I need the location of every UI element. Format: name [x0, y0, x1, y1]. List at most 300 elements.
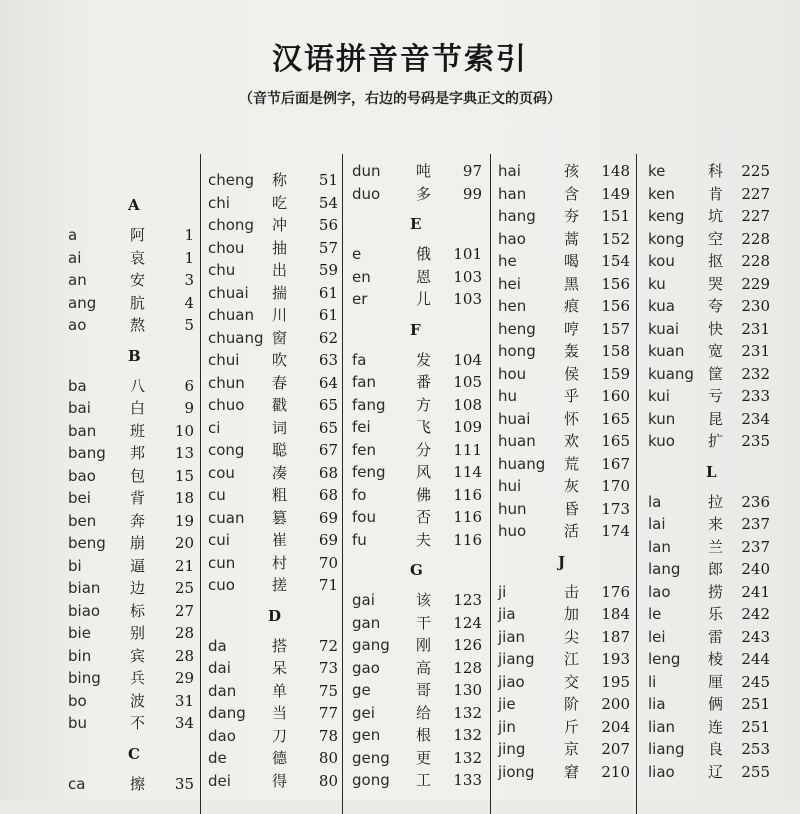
pinyin-syllable: jin — [498, 717, 516, 736]
index-entry — [648, 295, 770, 317]
pinyin-syllable: jing — [498, 740, 526, 758]
example-character: 干 — [416, 613, 432, 632]
pinyin-syllable: lei — [648, 627, 666, 646]
pinyin-syllable: huai — [498, 409, 531, 428]
pinyin-syllable: bi — [68, 556, 82, 575]
index-entry — [648, 340, 770, 362]
index-entry — [352, 529, 490, 551]
index-entry — [352, 634, 490, 656]
page-number: 158 — [601, 342, 630, 360]
index-entry — [648, 738, 770, 760]
pinyin-syllable: chuang — [208, 328, 264, 347]
pinyin-syllable: ge — [352, 681, 371, 699]
page-number: 165 — [601, 432, 630, 450]
index-entry — [648, 205, 770, 227]
pinyin-syllable: chong — [208, 216, 254, 234]
page-number: 245 — [741, 672, 770, 691]
pinyin-syllable: duo — [352, 184, 381, 203]
example-character: 逼 — [130, 556, 146, 575]
index-entry — [498, 603, 636, 625]
example-character: 出 — [272, 261, 288, 279]
pinyin-syllable: leng — [648, 650, 681, 668]
page-number: 227 — [741, 207, 770, 225]
pinyin-syllable: kui — [648, 387, 670, 405]
index-entry — [498, 385, 636, 407]
pinyin-syllable: le — [648, 605, 662, 623]
index-entry — [648, 626, 770, 648]
page-number: 204 — [601, 717, 630, 736]
index-entry — [498, 228, 636, 250]
pinyin-syllable: heng — [498, 319, 536, 338]
index-entry — [498, 340, 636, 362]
index-entry — [498, 273, 636, 295]
index-entry — [208, 327, 342, 349]
pinyin-syllable: chun — [208, 373, 245, 392]
pinyin-syllable: lian — [648, 717, 676, 736]
index-entry — [208, 747, 342, 769]
example-character: 白 — [130, 399, 146, 417]
page-number: 34 — [174, 714, 194, 732]
example-character: 粗 — [272, 486, 288, 504]
index-entry — [648, 603, 770, 625]
pinyin-syllable: hui — [498, 477, 522, 495]
pinyin-syllable: huan — [498, 432, 536, 450]
index-entry — [648, 671, 770, 693]
page-number: 243 — [741, 627, 770, 646]
index-entry — [208, 574, 342, 596]
section-letter: C — [128, 744, 140, 763]
page-number: 103 — [453, 267, 482, 286]
pinyin-syllable: dai — [208, 659, 231, 677]
pinyin-syllable: gai — [352, 591, 375, 609]
index-entry — [352, 769, 490, 791]
example-character: 春 — [272, 373, 288, 392]
example-character: 飞 — [416, 418, 432, 436]
example-character: 搓 — [272, 576, 288, 594]
pinyin-syllable: dang — [208, 704, 246, 722]
example-character: 俩 — [708, 695, 724, 713]
example-character: 揣 — [272, 283, 288, 302]
page-number: 176 — [601, 582, 630, 601]
page-number: 19 — [174, 511, 194, 530]
example-character: 恩 — [416, 267, 432, 286]
example-character: 亏 — [708, 387, 724, 405]
page-number: 133 — [453, 771, 482, 789]
index-entry — [68, 555, 200, 577]
pinyin-syllable: he — [498, 252, 517, 270]
page-number: 251 — [741, 695, 770, 713]
index-entry — [498, 408, 636, 430]
pinyin-syllable: dun — [352, 162, 381, 180]
pinyin-syllable: jian — [498, 627, 526, 646]
example-character: 雷 — [708, 627, 724, 646]
index-entry — [208, 282, 342, 304]
example-character: 活 — [564, 522, 580, 540]
index-entry — [68, 773, 200, 795]
page-number: 35 — [174, 774, 194, 793]
index-entry — [68, 420, 200, 442]
index-entry — [208, 725, 342, 747]
example-character: 抠 — [708, 252, 724, 270]
page-number: 232 — [741, 364, 770, 383]
example-character: 拉 — [708, 492, 724, 511]
pinyin-syllable: bian — [68, 579, 101, 597]
example-character: 村 — [272, 553, 288, 572]
example-character: 当 — [272, 704, 288, 722]
index-entry — [648, 581, 770, 603]
example-character: 刀 — [272, 726, 288, 745]
page-number: 251 — [741, 717, 770, 736]
pinyin-syllable: gei — [352, 703, 375, 722]
index-entry — [68, 622, 200, 644]
page-number: 210 — [601, 762, 630, 781]
pinyin-syllable: jia — [498, 605, 516, 623]
example-character: 凑 — [272, 463, 288, 482]
page-number: 165 — [601, 409, 630, 428]
pinyin-syllable: dei — [208, 771, 231, 790]
section-letter: A — [128, 196, 140, 214]
page-number: 229 — [741, 274, 770, 293]
index-column — [208, 154, 343, 814]
example-character: 肯 — [708, 184, 724, 203]
example-character: 欢 — [564, 432, 580, 450]
pinyin-syllable: fou — [352, 508, 376, 526]
page-number: 116 — [453, 508, 482, 526]
example-character: 戳 — [272, 396, 288, 414]
pinyin-syllable: ao — [68, 316, 87, 334]
example-character: 风 — [416, 463, 432, 481]
example-character: 佛 — [416, 485, 432, 504]
index-entry — [68, 600, 200, 622]
pinyin-syllable: cu — [208, 486, 226, 504]
pinyin-syllable: da — [208, 636, 227, 655]
example-character: 儿 — [416, 290, 432, 308]
pinyin-syllable: hai — [498, 162, 521, 180]
example-character: 轰 — [564, 342, 580, 360]
pinyin-syllable: cun — [208, 553, 236, 572]
index-entry — [68, 532, 200, 554]
example-character: 郎 — [708, 560, 724, 578]
page-number: 255 — [741, 762, 770, 781]
example-character: 词 — [272, 418, 288, 437]
index-entry — [208, 349, 342, 371]
page-number: 25 — [174, 579, 194, 597]
example-character: 窗 — [272, 328, 288, 347]
index-entry — [208, 770, 342, 792]
page-number: 69 — [318, 508, 338, 527]
index-entry — [208, 529, 342, 551]
page-number: 173 — [601, 499, 630, 518]
index-entry — [208, 657, 342, 679]
index-entry — [648, 183, 770, 205]
pinyin-syllable: han — [498, 184, 527, 203]
pinyin-syllable: chuai — [208, 283, 249, 302]
page-number: 5 — [184, 316, 194, 334]
pinyin-syllable: lai — [648, 515, 666, 533]
pinyin-syllable: chi — [208, 193, 230, 212]
pinyin-syllable: e — [352, 245, 362, 263]
pinyin-syllable: er — [352, 290, 368, 308]
example-character: 吹 — [272, 351, 288, 369]
page-number: 231 — [741, 342, 770, 360]
index-entry — [68, 667, 200, 689]
index-entry — [208, 484, 342, 506]
section-letter: E — [410, 215, 422, 233]
page-number: 132 — [453, 726, 482, 744]
page-number: 1 — [184, 248, 194, 267]
pinyin-syllable: kuang — [648, 364, 694, 383]
page-number: 225 — [741, 162, 770, 180]
pinyin-syllable: huo — [498, 522, 527, 540]
page-number: 157 — [601, 319, 630, 338]
pinyin-syllable: jiao — [498, 672, 525, 691]
pinyin-syllable: hen — [498, 297, 527, 315]
index-entry — [352, 702, 490, 724]
page-number: 170 — [601, 477, 630, 495]
index-entry — [498, 160, 636, 182]
page-number: 242 — [741, 605, 770, 623]
example-character: 斤 — [564, 717, 580, 736]
example-character: 黑 — [564, 274, 580, 293]
pinyin-syllable: bu — [68, 714, 88, 732]
index-entry — [498, 520, 636, 542]
index-entry — [498, 738, 636, 760]
index-entry — [68, 510, 200, 532]
pinyin-syllable: liao — [648, 762, 675, 781]
index-entry — [208, 507, 342, 529]
pinyin-syllable: biao — [68, 601, 101, 620]
page-number: 101 — [453, 245, 482, 263]
page-number: 116 — [453, 530, 482, 549]
pinyin-syllable: lao — [648, 582, 671, 601]
page-number: 18 — [174, 489, 194, 507]
example-character: 哭 — [708, 274, 724, 293]
index-entry — [208, 417, 342, 439]
pinyin-syllable: kuo — [648, 432, 675, 450]
example-character: 乎 — [564, 387, 580, 405]
page-number: 61 — [318, 283, 338, 302]
index-entry — [68, 442, 200, 464]
example-character: 发 — [416, 350, 432, 369]
pinyin-syllable: bai — [68, 399, 91, 417]
index-entry — [352, 612, 490, 634]
example-character: 吨 — [416, 162, 432, 180]
pinyin-syllable: kou — [648, 252, 675, 270]
pinyin-syllable: hong — [498, 342, 536, 360]
page-number: 233 — [741, 387, 770, 405]
index-entry — [68, 712, 200, 734]
example-character: 给 — [416, 703, 432, 722]
example-character: 波 — [130, 691, 146, 710]
page-number: 228 — [741, 252, 770, 270]
page-number: 59 — [318, 261, 338, 279]
pinyin-syllable: keng — [648, 207, 685, 225]
pinyin-syllable: huang — [498, 454, 546, 473]
pinyin-syllable: ban — [68, 421, 97, 440]
pinyin-syllable: fo — [352, 485, 367, 504]
example-character: 京 — [564, 740, 580, 758]
page-number: 71 — [318, 576, 338, 594]
index-entry — [498, 716, 636, 738]
pinyin-syllable: cong — [208, 441, 245, 459]
pinyin-syllable: ke — [648, 162, 666, 180]
example-character: 单 — [272, 681, 288, 700]
page-number: 227 — [741, 184, 770, 203]
example-character: 称 — [272, 171, 288, 189]
index-entry — [68, 247, 200, 269]
page-number: 1 — [184, 226, 194, 244]
index-entry — [498, 183, 636, 205]
example-character: 捞 — [708, 582, 724, 601]
example-character: 篡 — [272, 508, 288, 527]
example-character: 工 — [416, 771, 432, 789]
example-character: 灰 — [564, 477, 580, 495]
page-number: 152 — [601, 229, 630, 248]
index-entry — [208, 635, 342, 657]
page-number: 21 — [174, 556, 194, 575]
example-character: 德 — [272, 749, 288, 767]
index-entry — [352, 266, 490, 288]
pinyin-syllable: jiong — [498, 762, 535, 781]
pinyin-syllable: ji — [498, 582, 507, 601]
example-character: 击 — [564, 582, 580, 601]
example-character: 交 — [564, 672, 580, 691]
index-entry — [648, 273, 770, 295]
index-entry — [352, 657, 490, 679]
example-character: 别 — [130, 624, 146, 642]
index-entry — [208, 237, 342, 259]
index-entry — [648, 430, 770, 452]
page-number: 253 — [741, 740, 770, 758]
page-number: 167 — [601, 454, 630, 473]
index-entry — [498, 475, 636, 497]
example-character: 崔 — [272, 531, 288, 549]
index-entry — [208, 192, 342, 214]
example-character: 乐 — [708, 605, 724, 623]
page-number: 149 — [601, 184, 630, 203]
example-character: 奔 — [130, 511, 146, 530]
page-number: 156 — [601, 274, 630, 293]
page-number: 237 — [741, 537, 770, 556]
page-number: 128 — [453, 658, 482, 677]
index-column — [68, 154, 201, 814]
example-character: 荒 — [564, 454, 580, 473]
page-number: 236 — [741, 492, 770, 511]
example-character: 夫 — [416, 530, 432, 549]
pinyin-syllable: cou — [208, 463, 235, 482]
example-character: 哀 — [130, 248, 146, 267]
index-entry — [68, 690, 200, 712]
page-number: 65 — [318, 418, 338, 437]
page-number: 67 — [318, 441, 338, 459]
index-entry — [208, 169, 342, 191]
page-number: 29 — [174, 669, 194, 687]
pinyin-syllable: lang — [648, 560, 681, 578]
pinyin-syllable: chuan — [208, 306, 254, 324]
page-number: 187 — [601, 627, 630, 646]
page-number: 69 — [318, 531, 338, 549]
pinyin-syllable: fu — [352, 530, 367, 549]
index-entry — [208, 372, 342, 394]
index-entry — [208, 462, 342, 484]
index-entry — [648, 513, 770, 535]
example-character: 标 — [130, 601, 146, 620]
example-character: 尖 — [564, 627, 580, 646]
pinyin-syllable: cui — [208, 531, 230, 549]
page-number: 77 — [318, 704, 338, 722]
example-character: 呆 — [272, 659, 288, 677]
example-character: 崩 — [130, 534, 146, 552]
page-number: 99 — [462, 184, 482, 203]
index-entry — [648, 716, 770, 738]
page-number: 31 — [174, 691, 194, 710]
pinyin-syllable: fen — [352, 440, 377, 459]
index-entry — [648, 318, 770, 340]
example-character: 夯 — [564, 207, 580, 225]
page-number: 70 — [318, 553, 338, 572]
index-entry — [352, 160, 490, 182]
page-number: 116 — [453, 485, 482, 504]
example-character: 邦 — [130, 444, 146, 462]
index-entry — [352, 724, 490, 746]
pinyin-syllable: gan — [352, 613, 381, 632]
pinyin-syllable: geng — [352, 748, 390, 767]
pinyin-syllable: ben — [68, 511, 97, 530]
index-entry — [352, 243, 490, 265]
page-number: 6 — [184, 376, 194, 395]
page-number: 63 — [318, 351, 338, 369]
index-entry — [648, 491, 770, 513]
page-number: 132 — [453, 703, 482, 722]
page-number: 148 — [601, 162, 630, 180]
section-letter: G — [410, 561, 423, 579]
pinyin-syllable: cuan — [208, 508, 245, 527]
page-number: 108 — [453, 395, 482, 414]
example-character: 坑 — [708, 207, 724, 225]
pinyin-syllable: hang — [498, 207, 536, 225]
pinyin-syllable: hei — [498, 274, 521, 293]
index-entry — [648, 558, 770, 580]
pinyin-syllable: fa — [352, 350, 367, 369]
pinyin-syllable: dan — [208, 681, 237, 700]
page-number: 109 — [453, 418, 482, 436]
index-entry — [648, 385, 770, 407]
example-character: 连 — [708, 717, 724, 736]
index-entry — [352, 349, 490, 371]
page-number: 3 — [184, 271, 194, 289]
index-entry — [498, 671, 636, 693]
page-number: 56 — [318, 216, 338, 234]
index-entry — [498, 295, 636, 317]
pinyin-syllable: ba — [68, 376, 87, 395]
example-character: 更 — [416, 748, 432, 767]
pinyin-syllable: fang — [352, 395, 386, 414]
pinyin-syllable: chou — [208, 238, 245, 257]
index-entry — [352, 416, 490, 438]
example-character: 多 — [416, 184, 432, 203]
example-character: 分 — [416, 440, 432, 459]
index-entry — [352, 288, 490, 310]
example-character: 宽 — [708, 342, 724, 360]
section-letter: B — [128, 346, 141, 365]
pinyin-syllable: hao — [498, 229, 526, 248]
page-number: 57 — [318, 238, 338, 257]
page-number: 28 — [174, 646, 194, 665]
example-character: 空 — [708, 229, 724, 248]
example-character: 冲 — [272, 216, 288, 234]
pinyin-syllable: gao — [352, 658, 380, 677]
index-entry — [498, 693, 636, 715]
